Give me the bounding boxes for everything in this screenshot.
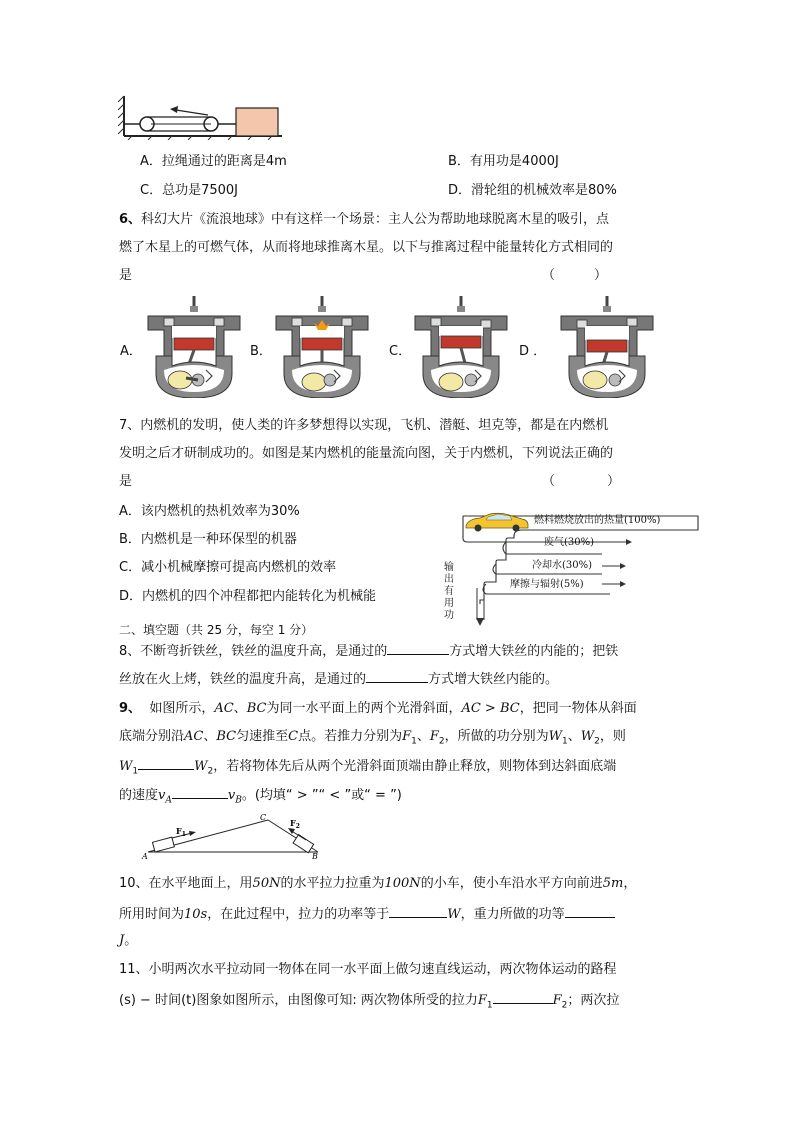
q11-blank-1[interactable] (493, 989, 553, 1004)
q10-line-2: 所用时间为10s，在此过程中，拉力的功率等于 W，重力所做的功等 (119, 903, 615, 925)
engine-c-figure (413, 296, 509, 398)
q7-option-a: A．该内燃机的热机效率为30% (119, 504, 300, 519)
q11-line-2: (s) − 时间(t)图象如图所示，由图像可知: 两次物体所受的拉力$F_1$ $F_2$；两次拉 (119, 989, 619, 1016)
q6-label-b: B． (250, 344, 272, 359)
incline-label-b: B (312, 852, 318, 861)
q8-line-2: 丝放在火上烤，铁丝的温度升高，是通过的 方式增大铁丝内能的。 (119, 668, 558, 690)
engine-a-figure (146, 296, 242, 398)
q7-line-1: 7、内燃机的发明，使人类的许多梦想得以实现，飞机、潜艇、坦克等，都是在内燃机 (119, 418, 609, 433)
label-fuel-heat: 燃料燃烧放出的热量(100%) (534, 515, 661, 526)
q7-option-b: B．内燃机是一种环保型的机器 (119, 532, 297, 547)
engine-d-figure (559, 296, 655, 398)
q6-line-3: 是 (119, 268, 133, 283)
pulley-figure (118, 94, 288, 140)
q6-label-c: C． (389, 344, 412, 359)
q10-line-3: J。 (119, 933, 138, 948)
q10-blank-work[interactable] (565, 903, 615, 918)
energy-flow-diagram (440, 508, 700, 628)
q5-option-c: C．总功是7500J (140, 183, 238, 198)
q9-line-3: $W_1$ $W_2$，若将物体先后从两个光滑斜面顶端由静止释放，则物体到达斜面底端 (119, 755, 616, 782)
section-title-fill-blank: 二、填空题（共 25 分，每空 1 分） (119, 623, 314, 637)
q7-line-3: 是 (119, 474, 133, 489)
q5-option-b: B．有用功是4000J (448, 154, 559, 169)
label-exhaust: 废气(30%) (544, 537, 595, 548)
q9-blank-2[interactable] (172, 784, 228, 799)
q7-answer-paren: （ ） (542, 474, 621, 489)
q6-label-d: D ． (519, 344, 547, 359)
q8-line-1: 8、不断弯折铁丝，铁丝的温度升高，是通过的 方式增大铁丝的内能的；把铁 (119, 640, 618, 662)
incline-label-c: C (260, 813, 267, 822)
q11-line-1: 11、小明两次水平拉动同一物体在同一水平面上做匀速直线运动，两次物体运动的路程 (119, 962, 617, 977)
incline-label-a: A (142, 852, 148, 861)
engine-b-figure (274, 296, 370, 398)
q9-line-4: 的速度$v_A$ $v_B$。(均填“ > ”“ < ”或“ = ”) (119, 784, 402, 811)
q6-line-1: 6、科幻大片《流浪地球》中有这样一个场景：主人公为帮助地球脱离木星的吸引，点 (119, 212, 610, 227)
incline-figure (140, 812, 330, 862)
q6-line-2: 燃了木星上的可燃气体，从而将地球推离木星。以下与推离过程中能量转化方式相同的 (119, 240, 614, 255)
label-coolant: 冷却水(30%) (532, 560, 593, 571)
label-friction: 摩擦与辐射(5%) (510, 579, 584, 590)
q7-option-d: D．内燃机的四个冲程都把内能转化为机械能 (119, 589, 377, 604)
label-useful-work: 输出有用功 (444, 562, 454, 621)
q5-option-a: A．拉绳通过的距离是4m (140, 154, 287, 169)
q6-answer-paren: （ ） (542, 268, 608, 283)
q9-line-2: 底端分别沿AC、BC匀速推至C点。若推力分别为$F_1$、$F_2$，所做的功分别为$W_1$、$W_2$，则 (119, 729, 626, 747)
q10-line-1: 10、在水平地面上，用50N的水平拉力拉重为100N的小车，使小车沿水平方向前进5m， (119, 876, 637, 891)
q9-line-1: 9、 如图所示，AC、BC为同一水平面上的两个光滑斜面，AC > BC，把同一物体从斜面 (119, 701, 637, 716)
q8-blank-1[interactable] (387, 640, 449, 655)
q7-option-c: C．减小机械摩擦可提高内燃机的效率 (119, 560, 337, 575)
q7-line-2: 发明之后才研制成功的。如图是某内燃机的能量流向图，关于内燃机，下列说法正确的 (119, 446, 614, 461)
q5-option-d: D．滑轮组的机械效率是80% (448, 183, 617, 198)
q8-blank-2[interactable] (366, 668, 428, 683)
q9-blank-1[interactable] (138, 755, 194, 770)
incline-label-f1: $F_1$ (176, 826, 186, 838)
incline-label-f2: $F_2$ (290, 818, 300, 830)
q6-label-a: A． (120, 344, 142, 359)
q10-blank-power[interactable] (389, 903, 447, 918)
